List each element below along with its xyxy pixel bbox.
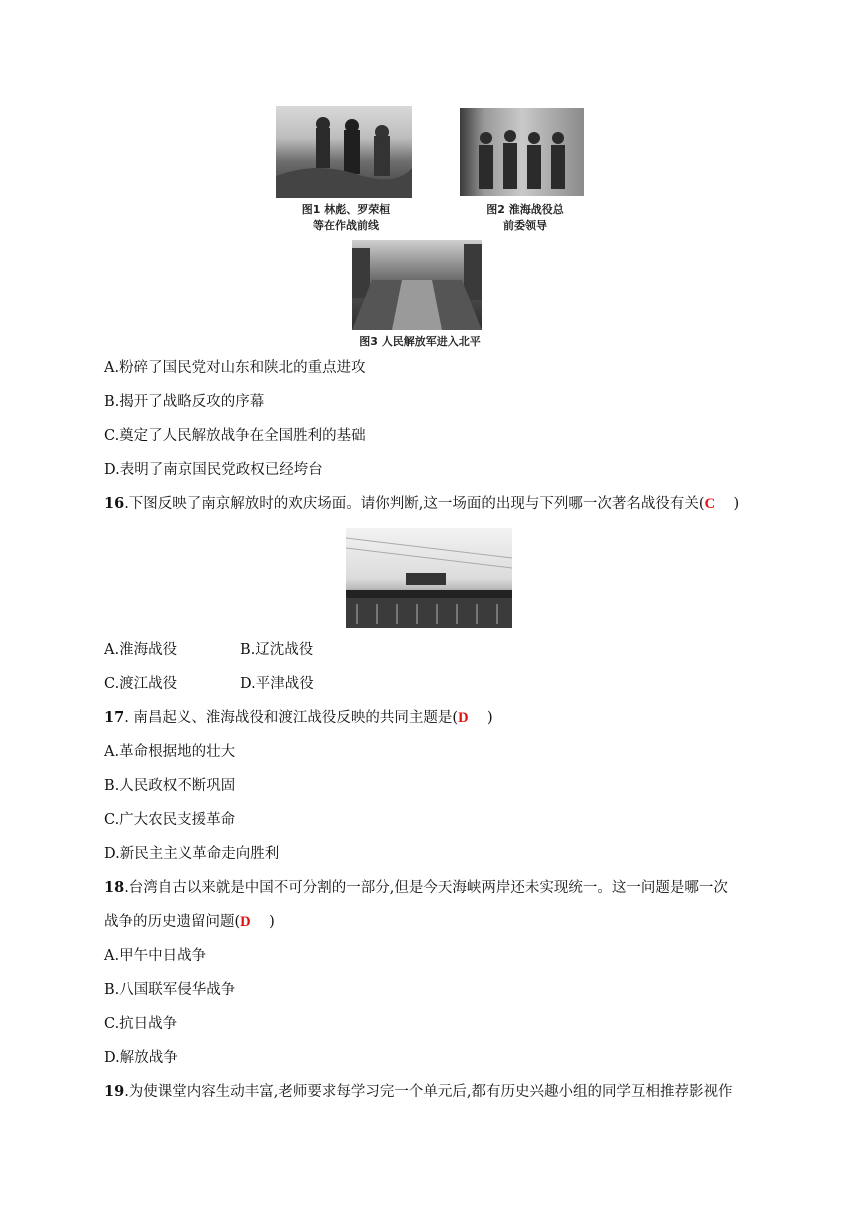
q17-number: 17 (104, 709, 125, 726)
fig2-caption-line2: 前委领导 (503, 219, 547, 232)
city-gate-crowd-icon (346, 528, 512, 628)
q17-text: . 南昌起义、淮海战役和渡江战役反映的共同主题是( (124, 710, 459, 726)
q19-text: .为使课堂内容生动丰富,老师要求每学习完一个单元后,都有历史兴趣小组的同学互相推荐影视作 (124, 1084, 733, 1100)
q17-stem (104, 708, 493, 728)
q16-option-d: D.平津战役 (240, 676, 314, 692)
photo-fig1 (276, 106, 412, 198)
q18-answer: D (240, 914, 251, 930)
q17-option-d: D.新民主主义革命走向胜利 (104, 846, 280, 862)
q16-text: .下图反映了南京解放时的欢庆场面。请你判断,这一场面的出现与下列哪一次著名战役有关( (124, 496, 705, 512)
q17-option-a: A.革命根据地的壮大 (104, 744, 236, 760)
q16-option-b: B.辽沈战役 (240, 642, 314, 658)
q18-stem-line2 (104, 912, 275, 932)
photo-fig3 (352, 240, 482, 330)
soldiers-silhouette-icon (276, 106, 412, 198)
q17-option-c: C.广大农民支援革命 (104, 812, 236, 828)
q18-text-line2: 战争的历史遗留问题( (104, 914, 241, 930)
q17-answer: D (458, 710, 469, 726)
photo-nanjing-celebration (346, 528, 512, 628)
q17-option-b: B.人民政权不断巩固 (104, 778, 236, 794)
q15-option-c: C.奠定了人民解放战争在全国胜利的基础 (104, 428, 366, 444)
q18-option-c: C.抗日战争 (104, 1016, 178, 1032)
fig2-caption: 图2 淮海战役总 (486, 203, 564, 216)
q18-option-d: D.解放战争 (104, 1050, 178, 1066)
photo-fig2 (460, 108, 584, 196)
q15-option-b: B.揭开了战略反攻的序幕 (104, 394, 265, 410)
q18-number: 18 (104, 879, 125, 896)
q18-close: ) (250, 914, 275, 930)
q15-option-d: D.表明了南京国民党政权已经垮台 (104, 462, 323, 478)
q18-stem-line1 (104, 878, 728, 898)
q18-option-b: B.八国联军侵华战争 (104, 982, 236, 998)
q16-option-a: A.淮海战役 (104, 642, 178, 658)
q15-option-a: A.粉碎了国民党对山东和陕北的重点进攻 (104, 360, 366, 376)
q17-close: ) (468, 710, 493, 726)
q16-close: ) (715, 496, 740, 512)
q19-stem (104, 1082, 733, 1102)
fig1-caption-line2: 等在作战前线 (313, 219, 379, 232)
q18-option-a: A.甲午中日战争 (104, 948, 207, 964)
fig3-caption: 图3 人民解放军进入北平 (359, 335, 481, 348)
q16-stem (104, 494, 739, 514)
parade-crowd-icon (352, 240, 482, 330)
q18-text-line1: .台湾自古以来就是中国不可分割的一部分,但是今天海峡两岸还未实现统一。这一问题是哪一次 (124, 880, 728, 896)
q16-answer: C (704, 496, 716, 512)
q16-option-c: C.渡江战役 (104, 676, 178, 692)
fig1-caption: 图1 林彪、罗荣桓 (301, 203, 391, 216)
group-photo-icon (460, 108, 584, 196)
q16-number: 16 (104, 495, 125, 512)
q19-number: 19 (104, 1083, 125, 1100)
